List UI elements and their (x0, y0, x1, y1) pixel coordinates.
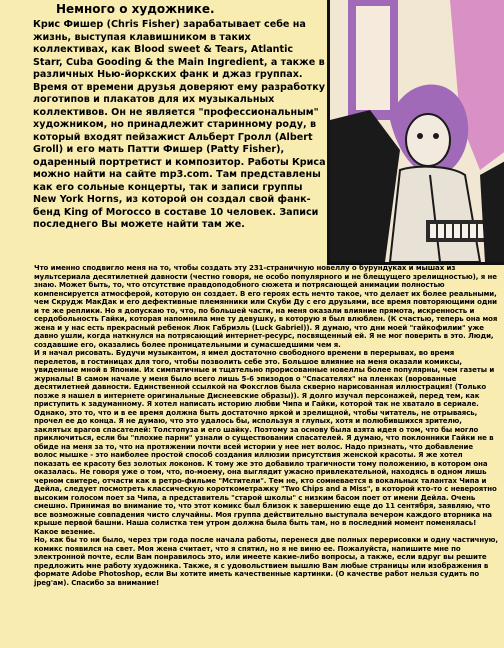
artist-bio-paragraph: Крис Фишер (Chris Fisher) зарабатывает себе на жизнь, выступая клавишником в таких коллективах, как Blood sweet & Tears, Atlantic Starr, Cuba Gooding & the Main Ingredient, а также в различных Нью-йоркских фанк и джаз группах. Время от времени друзья доверяют ему разработку логотипов и плакатов для их музыкальных коллективов. Он не является "профессиональным" художником, но принадлежит старинному роду, в который входят пейзажист Альберт Гролл (Albert Groll) и его мать Патти Фишер (Patty Fisher), одаренный портретист и композитор. Работы Криса можно найти на сайте mp3.com. Там представлены как его сольные концерты, так и записи группы New York Horns, из которой он создал свой фанк-бенд King of Morocco в составе 10 человек. Записи последнего Вы можете найти там же. (33, 19, 326, 230)
article-paragraph-2: И я начал рисовать. Будучи музыкантом, я имел достаточно свободного времени в перерывах, во время перелетов, в гостиницах для того, чтобы позволить себе это. Большое влияние на меня оказали комиксы, увиденные мной в Японии. Их симпатичные и тщательно прорисованные новеллы более популярны, чем газеты и журналы! В самом начале у меня было всего лишь 5-6 эпизодов о "Спасателях" на пленках (ворованные десятилетней давности. Единственной ссылкой на Фоксглов была скверно нарисованная иллюстрация! (Только позже я нашел в интернете оригинальные Диснеевские образы)). Я долго изучал персонажей, перед тем, как приступить к задуманному. Я хотел написать историю любви Чипа и Гайки, которой так не хватало в сериале. Однако, это то, что и в ее время должна быть достаточно яркой и зрелищной, чтобы читатель, не отрываясь, прочел ее до конца. Я не думаю, что это удалось бы, используя я глупых, хотя и полюбившихся зрителю, заклятых врагов спасателей: Толстопуза и его шайку. Поэтому за основу была взята идея о том, что бы могло приключиться, если бы "плохие парни" узнали о существовании спасателей. Я думаю, что поклонники Гайки не в обиде на меня за то, что на протяжении почти всей истории у нее нет волос. Надо признать, что добавление волос мышке - это наиболее простой способ создания иллюзии присутствия женской красоты. Я же хотел показать ее красоту без золотых локонов. К тому же это добавило трагичности тому положению, в котором она оказалась. Не говоря уже о том, что, по-моему, она выглядит ужасно привлекательной, находясь в одном лишь черном свитере, отчасти как в ретро-фильме "Мстители". Тем не, кто сомневается в вокальных талантах Чипа и Дейла, следует посмотреть классическую короткометражку "Two Chips and a Miss", в которой кто-то с невероятно высоким голосом поет за Чипа, а представитель "старой школы" с низким басом поет от имени Дейла. Очень смешно. Принимая во внимание то, что этот комикс был близок к завершению еще до 11 сентября, заявляю, что все возможные совпадения чисто случайны. Моя группа действительно выступала вечером каждого вторника на крыше первой башни. Наша солистка тем утром должна была быть там, но в последний момент поменялась! Какое везение. (34, 349, 497, 536)
comic-illustration-svg (330, 0, 504, 262)
main-article-text (34, 264, 498, 587)
article-paragraph-1: Что именно сподвигло меня на то, чтобы создать эту 231-страничную новеллу о бурундуках и мышах из мультсериала десятилетней давности (честно говоря, не особо популярного и не блещущего зрелищностью), я не знаю. Может быть, то, что отсутствие правдоподобного сюжета и потрясающей анимации полностью компенсируется атмосферой, которую он создает. В его героях есть нечто такое, что делает их более реальными, чем Скрудж МакДак и его дефективные племянники или Скуби Ду с его друзьями, все время повторяющими одни и те же реплики. Но я допускаю то, что, по большей части, на меня оказали влияние прямота, искренность и сердобольность Гайки, которая напомнила мне ту девушку, в которую я был влюблен. (К счастью, теперь она моя жена и у нас есть прекрасный ребенок Люк Габриэль (Luck Gabriel)). Я думаю, что дни моей "гайкофилии" уже давно ушли, когда наткнулся на потрясающий интернет-ресурс, посвященный ей. Я не мог поверить в это. Люди, создавшие его, оказались более проницательными и сумасшедшими чем я. (34, 264, 498, 349)
section-heading: Немного о художнике. (56, 2, 215, 16)
article-paragraph-3: Но, как бы то ни было, через три года после начала работы, перенеся две полных перерисовки и одну частичную, комикс появился на свет. Моя жена считает, что я спятил, но я не виню ее. Пожалуйста, напишите мне по электронной почте, если Вам понравилось это, или имеете какие-либо вопросы, а также, если вдруг вы решите предложить мне работу художника. Также, я с удовольствием вышлю Вам любые страницы или изображения в формате Adobe Photoshop, если Вы хотите иметь качественные картинки. (О качестве работ нельзя судить по jpeg'ам). Спасибо за внимание! (34, 536, 498, 587)
comic-illustration (327, 0, 504, 265)
